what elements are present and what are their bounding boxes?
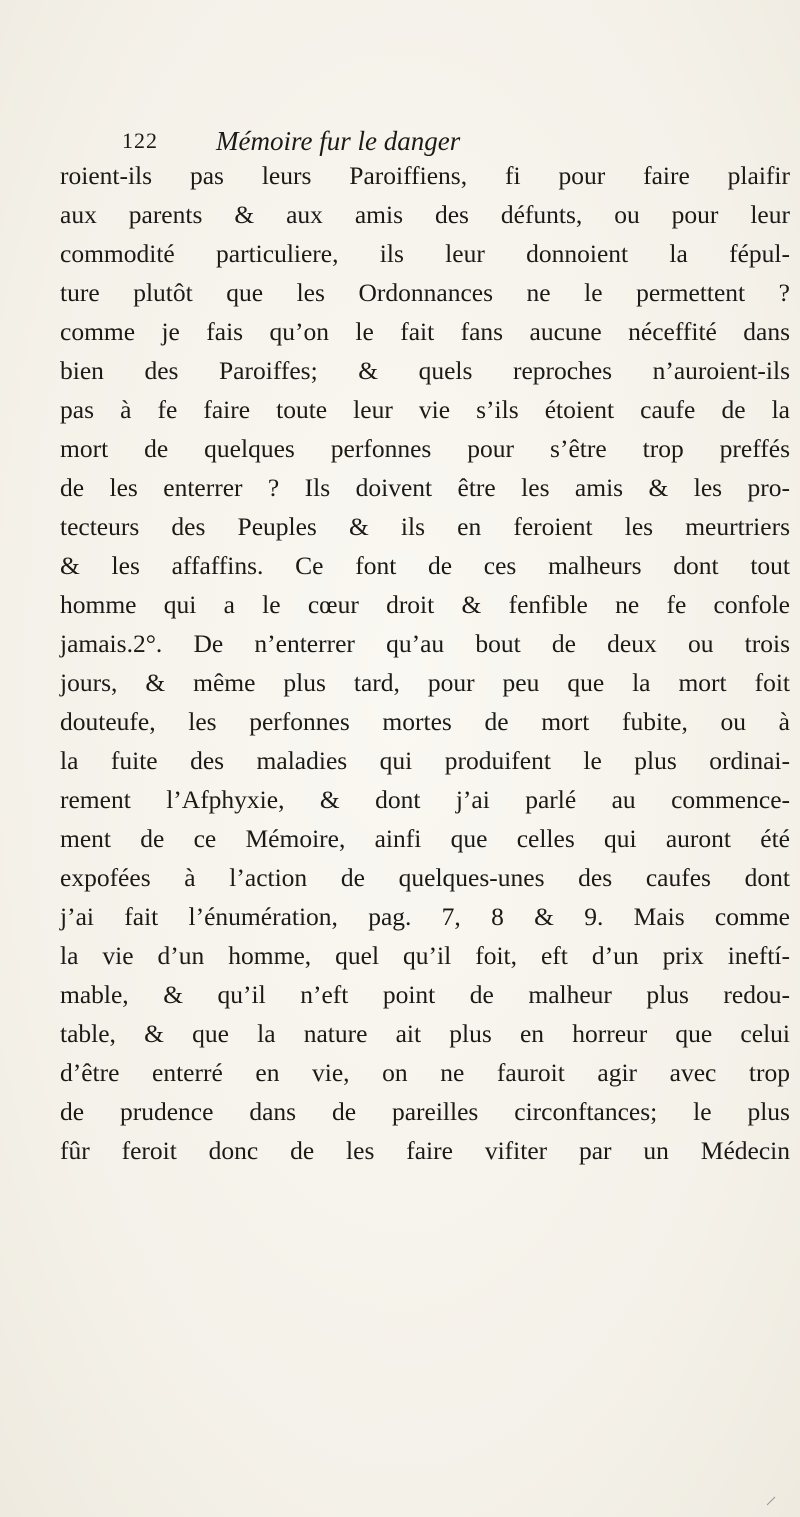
text-line: rement l’Afphyxie, & dont j’ai parlé au commence- (60, 785, 790, 814)
text-line: ture plutôt que les Ordonnances ne le permettent ? (60, 278, 790, 307)
text-line: table, & que la nature ait plus en horreur que celui (60, 1019, 790, 1048)
text-line: comme je fais qu’on le fait fans aucune néceffité dans (60, 317, 790, 346)
page-number: 122 (122, 128, 158, 153)
text-line: mable, & qu’il n’eft point de malheur plus redou- (60, 980, 790, 1009)
running-title: Mémoire fur le danger (216, 126, 461, 156)
text-line: expofées à l’action de quelques-unes des caufes dont (60, 863, 790, 892)
margin-tick-mark (766, 1496, 776, 1506)
text-line: homme qui a le cœur droit & fenfible ne fe confole (60, 590, 790, 619)
text-line: pas à fe faire toute leur vie s’ils étoient caufe de la (60, 395, 790, 424)
text-line: j’ai fait l’énumération, pag. 7, 8 & 9. Mais comme (60, 902, 790, 931)
text-line: d’être enterré en vie, on ne fauroit agir avec trop (60, 1058, 790, 1087)
text-line: tecteurs des Peuples & ils en feroient les meurtriers (60, 512, 790, 541)
text-line: jamais.2°. De n’enterrer qu’au bout de deux ou trois (60, 629, 790, 658)
text-line: douteufe, les perfonnes mortes de mort fubite, ou à (60, 707, 790, 736)
text-line: fûr feroit donc de les faire vifiter par un Médecin (60, 1136, 790, 1165)
text-line: de les enterrer ? Ils doivent être les amis & les pro- (60, 473, 790, 502)
text-line: aux parents & aux amis des défunts, ou pour leur (60, 200, 790, 229)
text-line: la fuite des maladies qui produifent le plus ordinai- (60, 746, 790, 775)
text-line: ment de ce Mémoire, ainfi que celles qui auront été (60, 824, 790, 853)
text-line: roient-ils pas leurs Paroiffiens, fi pour faire plaifir (60, 161, 790, 190)
text-line: la vie d’un homme, quel qu’il foit, eft d’un prix ineftí- (60, 941, 790, 970)
text-line: mort de quelques perfonnes pour s’être trop preffés (60, 434, 790, 463)
text-line: jours, & même plus tard, pour peu que la mort foit (60, 668, 790, 697)
text-line: commodité particuliere, ils leur donnoient la fépul- (60, 239, 790, 268)
body-text (60, 156, 790, 1170)
text-line: bien des Paroiffes; & quels reproches n’auroient-ils (60, 356, 790, 385)
text-line: & les affaffins. Ce font de ces malheurs dont tout (60, 551, 790, 580)
text-line: de prudence dans de pareilles circonftances; le plus (60, 1097, 790, 1126)
